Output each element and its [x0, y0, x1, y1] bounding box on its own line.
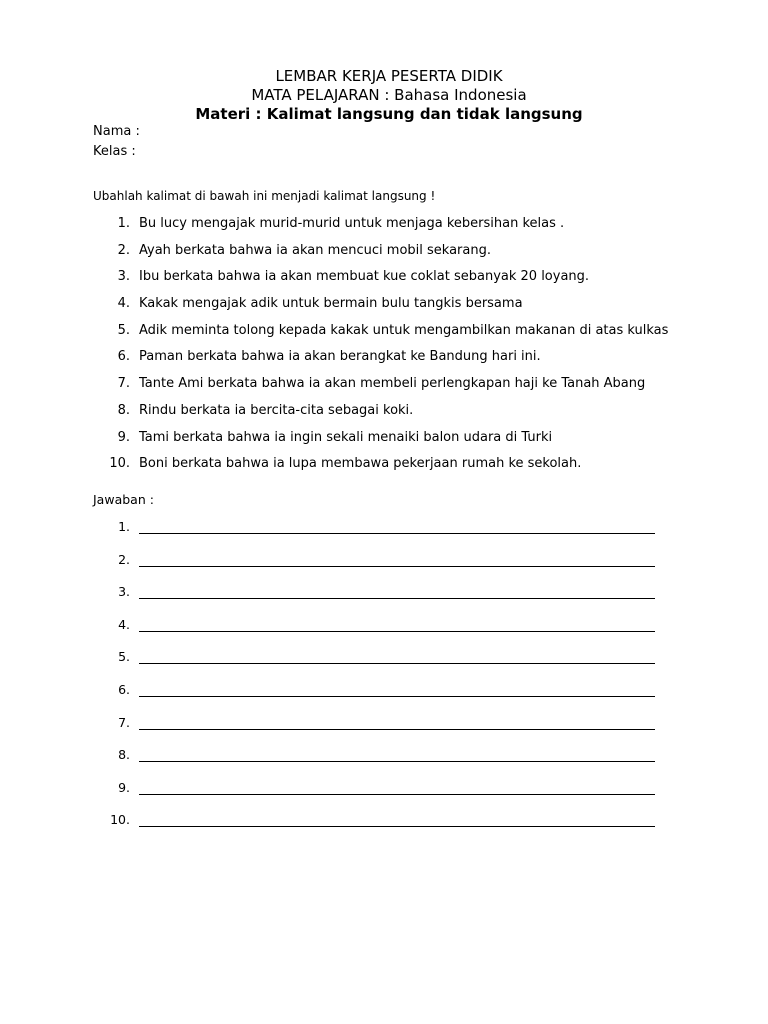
answer-blank-line[interactable] — [139, 566, 655, 567]
answer-blank-line[interactable] — [139, 663, 655, 664]
question-text: Kakak mengajak adik untuk bermain bulu tangkis bersama — [139, 296, 523, 312]
answer-blank-line[interactable] — [139, 533, 655, 534]
question-item — [0, 428, 768, 455]
answer-item — [0, 809, 768, 842]
question-text: Adik meminta tolong kepada kakak untuk mengambilkan makanan di atas kulkas — [139, 322, 669, 338]
question-text: Rindu berkata ia bercita-cita sebagai koki. — [139, 402, 414, 418]
answer-blank-line[interactable] — [139, 826, 655, 827]
answer-item — [0, 516, 768, 549]
question-number: 6. — [117, 349, 130, 365]
answer-blank-line[interactable] — [139, 631, 655, 632]
question-text: Paman berkata bahwa ia akan berangkat ke Bandung hari ini. — [139, 349, 541, 365]
question-item — [0, 294, 768, 321]
question-item — [0, 347, 768, 374]
question-item — [0, 454, 768, 481]
question-number: 9. — [117, 429, 130, 445]
class-field-label: Kelas : — [93, 144, 136, 159]
answer-blank-line[interactable] — [139, 696, 655, 697]
answer-number: 10. — [110, 812, 130, 828]
answer-item — [0, 679, 768, 712]
answer-item — [0, 646, 768, 679]
question-text: Ibu berkata bahwa ia akan membuat kue coklat sebanyak 20 loyang. — [139, 269, 590, 285]
question-number: 3. — [117, 269, 130, 285]
question-text: Tami berkata bahwa ia ingin sekali menaiki balon udara di Turki — [139, 429, 553, 445]
question-number: 10. — [109, 456, 130, 472]
question-item — [0, 374, 768, 401]
question-number: 4. — [117, 296, 130, 312]
question-text: Boni berkata bahwa ia lupa membawa pekerjaan rumah ke sekolah. — [139, 456, 582, 472]
question-text: Ayah berkata bahwa ia akan mencuci mobil sekarang. — [139, 242, 491, 258]
answer-number: 3. — [118, 584, 130, 600]
question-number: 2. — [117, 242, 130, 258]
answer-item — [0, 712, 768, 745]
question-item — [0, 321, 768, 348]
question-text: Bu lucy mengajak murid-murid untuk menjaga kebersihan kelas . — [139, 216, 565, 231]
question-number: 1. — [117, 216, 130, 231]
answer-blank-line[interactable] — [139, 598, 655, 599]
answer-section-label: Jawaban : — [93, 492, 154, 507]
question-item — [0, 267, 768, 294]
answer-number: 2. — [118, 551, 130, 567]
question-number: 7. — [117, 376, 130, 392]
instruction-text: Ubahlah kalimat di bawah ini menjadi kalimat langsung ! — [93, 189, 436, 203]
answer-blank-line[interactable] — [139, 729, 655, 730]
answer-number: 7. — [118, 714, 130, 730]
answer-item — [0, 614, 768, 647]
answer-blank-line[interactable] — [139, 794, 655, 795]
question-item — [0, 214, 768, 241]
answer-number: 9. — [118, 779, 130, 795]
question-number: 8. — [117, 402, 130, 418]
question-item — [0, 401, 768, 428]
answer-number: 4. — [118, 616, 130, 632]
question-number: 5. — [117, 322, 130, 338]
question-text: Tante Ami berkata bahwa ia akan membeli perlengkapan haji ke Tanah Abang — [139, 376, 646, 392]
answer-number: 5. — [118, 649, 130, 665]
worksheet-title: LEMBAR KERJA PESERTA DIDIK — [275, 67, 503, 85]
question-list — [0, 214, 768, 481]
answer-number: 8. — [118, 747, 130, 763]
answer-number: 1. — [118, 519, 130, 534]
topic-line: Materi : Kalimat langsung dan tidak langsung — [195, 105, 583, 123]
answer-list — [0, 516, 768, 842]
answer-blank-line[interactable] — [139, 761, 655, 762]
subject-line: MATA PELAJARAN : Bahasa Indonesia — [251, 86, 527, 104]
name-field-label: Nama : — [93, 124, 140, 139]
question-item — [0, 241, 768, 268]
answer-item — [0, 744, 768, 777]
answer-item — [0, 777, 768, 810]
answer-number: 6. — [118, 681, 130, 697]
answer-item — [0, 549, 768, 582]
answer-item — [0, 581, 768, 614]
